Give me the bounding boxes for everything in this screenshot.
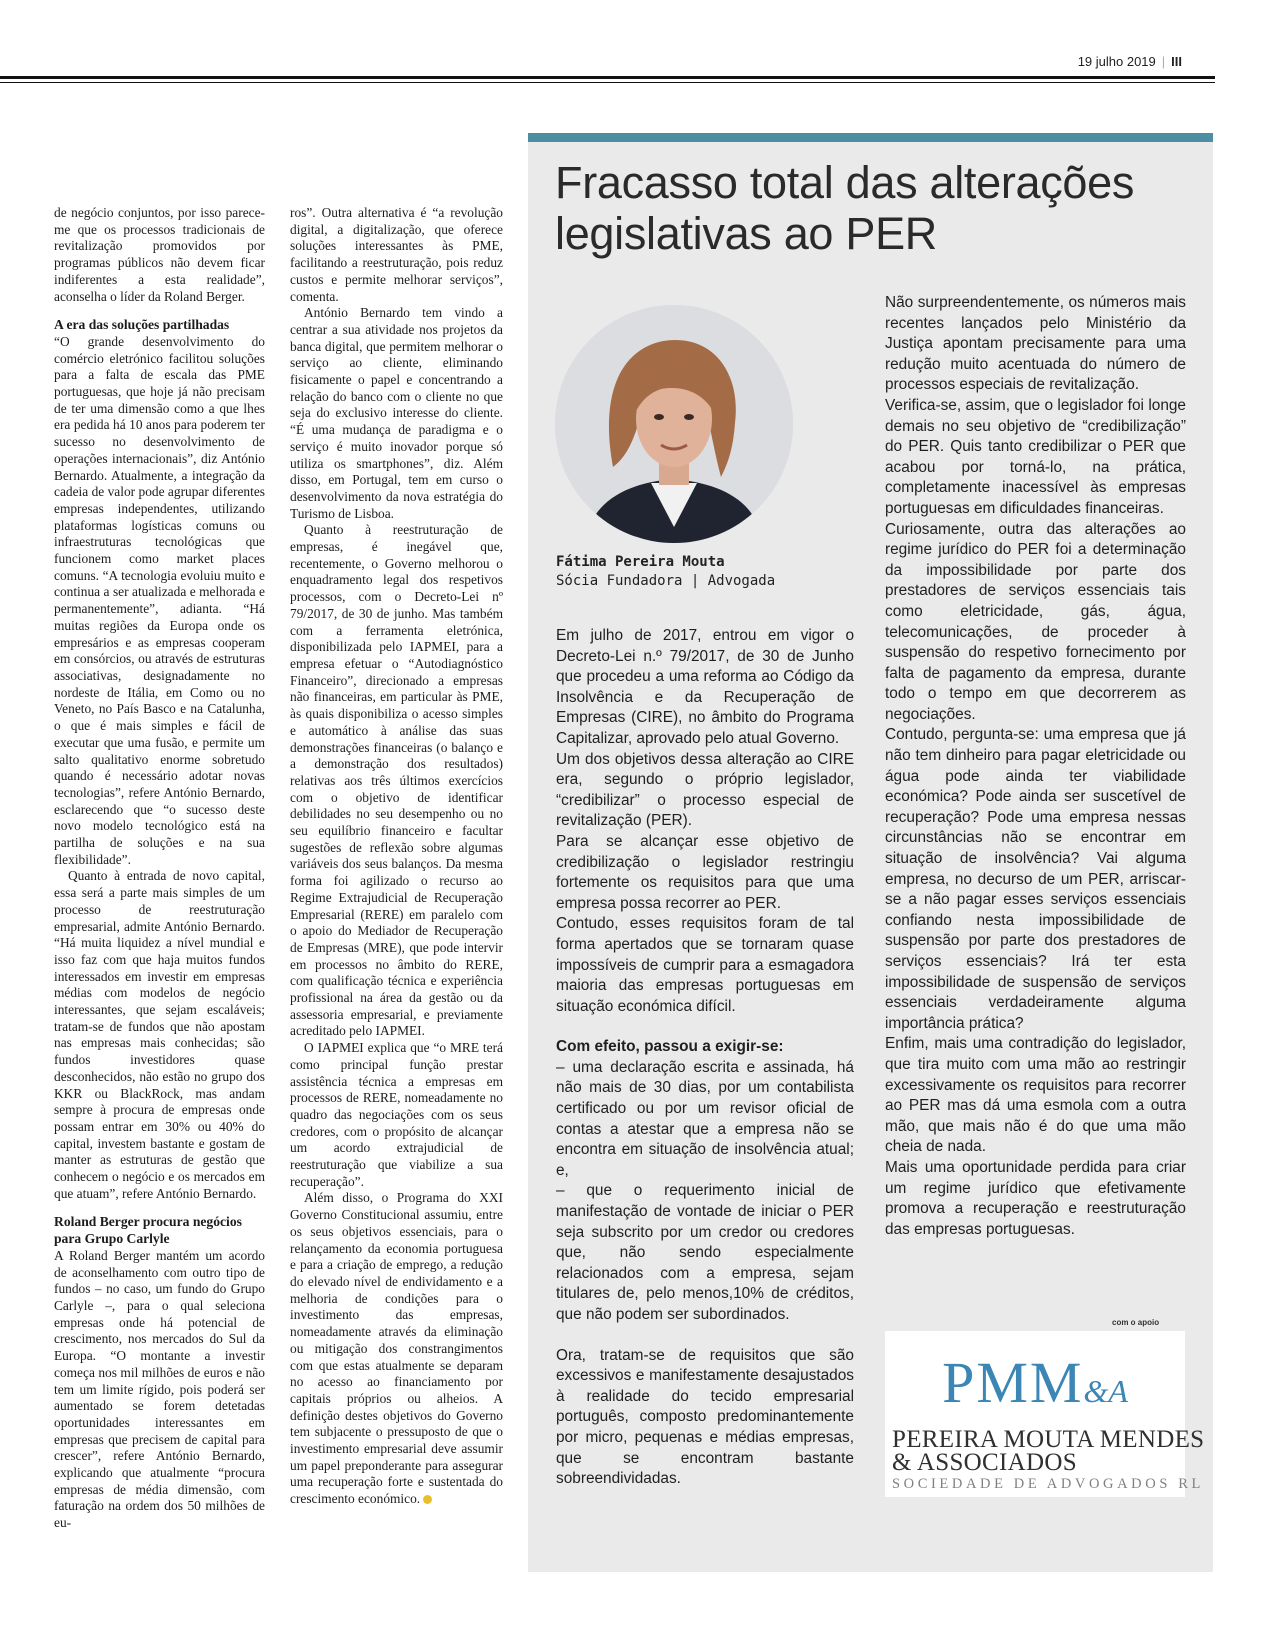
logo-firm-name-line2: & ASSOCIADOS (892, 1449, 1077, 1476)
paragraph: A Roland Berger mantém um acordo de aconselhamento com outro tipo de fundos – no caso, um fundo do Grupo Carlyle –, para o qual seleciona empresas onde há potencial de crescimento, nos mercados do Sul da Europa. “O montante a investir começa nos mil milhões de euros e não tem um limite rígido, pois poderá ser aumentado se forem detetadas oportunidades interessantes em empresas que precisem de capital para crescer”, refere António Bernardo, explicando que atualmente “procura empresas de média dimensão, com faturação na ordem dos 50 milhões de eu- (54, 1247, 265, 1531)
paragraph: Para se alcançar esse objetivo de credibilização o legislador restringiu fortemente os requisitos para que uma empresa possa recorrer ao PER. (556, 832, 854, 912)
paragraph: O IAPMEI explica que “o MRE terá como principal função prestar assistência técnica a empresas em processos de RERE, nomeadamente no quadro das negociações com os seus credores, com o propósito de alcançar um acordo extrajudicial de reestruturação que viabilize a sua recuperação”. (290, 1040, 503, 1189)
paragraph: Ora, tratam-se de requisitos que são excessivos e manifestamente desajustados à realidade do tecido empresarial português, composto predominantemente por micro, pequenas e médias empresas, que se encontram bastante sobreendividadas. (556, 1346, 854, 1488)
header-separator: | (1161, 54, 1166, 69)
subheading: Com efeito, passou a exigir-se: (556, 1038, 784, 1056)
article-column-1 (54, 205, 265, 1532)
paragraph: Quanto à reestruturação de empresas, é inegável que, recentemente, o Governo melhorou o enquadramento legal dos respetivos processos, com o Decreto-Lei nº 79/2017, de 30 de junho. Mas também com a ferramenta eletrónica, disponibilizada pelo IAPMEI, para a empresa efetuar o “Autodiagnóstico Financeiro”, direcionado a empresas não financeiras, em particular às PME, às quais disponibiliza o acesso simples e automático à análise das suas demonstrações financeiras (o balanço e a demonstração dos resultados) relativas aos três últimos exercícios com o objetivo de identificar debilidades no seu desempenho ou no seu equilíbrio financeiro e facultar sugestões de reflexão sobre algumas variáveis dos seus balanços. Da mesma forma foi agilizado o recurso ao Regime Extrajudicial de Recuperação Empresarial (RERE) em paralelo com o apoio do Mediador de Recuperação de Empresas (MRE), que pode intervir em processos no âmbito do RERE, com qualificação técnica e experiência profissional na área da gestão ou da assessoria empresarial, e previamente acreditado pelo IAPMEI. (290, 522, 503, 1039)
article-column-2 (290, 205, 503, 1508)
author-name: Fátima Pereira Mouta (556, 554, 725, 570)
paragraph: “O grande desenvolvimento do comércio eletrónico facilitou soluções para a falta de escala das PME portuguesas, que hoje já não precisam de ter uma dimensão como a que lhes era pedida há 10 anos para poderem ter sucesso no desenvolvimento de operações internacionais”, diz António Bernardo. Atualmente, a integração da cadeia de valor pode agrupar diferentes empresas independentes, utilizando plataformas logísticas comuns ou infraestruturas tecnológicas que funcionem como market places comuns. “A tecnologia evoluiu muito e continua a ser atualizada e melhorada e permanentemente”, adianta. “Há muitas regiões da Europa onde os empresários e as empresas cooperam em consórcios, ou através de estruturas associativas, designadamente no nordeste de Itália, em Como ou no Veneto, no País Basco e na Catalunha, o que é mais simples e fácil de executar que uma fusão, e permite um salto qualitativo enorme sobretudo quando é necessário adotar novas tecnologias”, refere António Bernardo, esclarecendo que “o sucesso deste novo modelo tecnológico está na partilha de soluções e na sua flexibilidade”. (54, 333, 265, 867)
paragraph: de negócio conjuntos, por isso parece-me que os processos tradicionais de revitalização promovidos por programas públicos não devem ficar indiferentes a esta realidade”, aconselha o líder da Roland Berger. (54, 205, 265, 304)
logo-mark: PMM&A (942, 1350, 1128, 1415)
opinion-column-right (885, 293, 1186, 1240)
sponsor-label: com o apoio (1112, 1318, 1160, 1327)
header-rule-thin (0, 82, 1215, 83)
page-number: III (1171, 54, 1182, 69)
sponsor-logo (885, 1331, 1205, 1497)
paragraph: Contudo, esses requisitos foram de tal forma apertados que se tornaram quase impossíveis de cumprir para a esmagadora maioria das empresas portuguesas em situação económica difícil. (556, 915, 854, 1015)
paragraph: – uma declaração escrita e assinada, há não mais de 30 dias, por um contabilista certificado ou por um revisor oficial de contas a atestar que a empresa não se encontra em situação de insolvência atual; e, (556, 1058, 854, 1179)
author-role: Sócia Fundadora | Advogada (556, 573, 776, 589)
paragraph: Curiosamente, outra das alterações ao regime jurídico do PER foi a determinação da impossibilidade por parte dos prestadores de serviços essenciais tais como eletricidade, gás, água, telecomunicações, de proceder à suspensão do respetivo fornecimento por falta de pagamento da empresa, durante todo o tempo em que decorrerem as negociações. (885, 520, 1186, 723)
logo-firm-descriptor: SOCIEDADE DE ADVOGADOS RL (892, 1476, 1204, 1492)
paragraph: Mais uma oportunidade perdida para criar um regime jurídico que efetivamente promova a recuperação e reestruturação das empresas portuguesas. (885, 1158, 1186, 1238)
paragraph: António Bernardo tem vindo a centrar a sua atividade nos projetos da banca digital, que permitem melhorar o serviço ao cliente, eliminando fisicamente o papel e concentrando a relação do banco com o cliente no que seja do exclusivo interesse do cliente. “É uma mudança de paradigma e o serviço é muito inovador porque só utiliza os smartphones”, diz. Além disso, em Portugal, tem em curso o desenvolvimento da nova estratégia do Turismo de Lisboa. (290, 305, 503, 521)
author-photo (555, 305, 793, 543)
paragraph: ros”. Outra alternativa é “a revolução digital, a digitalização, que oferece soluções interessantes às PME, facilitando a reestruturação, pois reduz custos e permite melhorar serviços”, comenta. (290, 205, 503, 304)
paragraph-last (290, 1190, 503, 1507)
page-header (0, 52, 1215, 84)
logo-firm-name-line1: PEREIRA MOUTA MENDES (892, 1426, 1205, 1453)
portrait-illustration (555, 305, 793, 543)
opinion-panel (528, 133, 1213, 1572)
paragraph: Enfim, mais uma contradição do legislador, que tira muito com uma mão ao restringir excessivamente os requisitos para recorrer ao PER mas dá uma esmola com a outra mão, que mais não é do que uma mão cheia de nada. (885, 1035, 1186, 1156)
paragraph: – que o requerimento inicial de manifestação de vontade de iniciar o PER seja subscrito por um credor ou credores que, não sendo especialmente relacionados com a empresa, sejam titulares de, pelo menos,10% de créditos, que não podem ser subordinados. (556, 1182, 854, 1323)
subheading: Roland Berger procura negócios para Grupo Carlyle (54, 1214, 242, 1247)
paragraph: Contudo, pergunta-se: uma empresa que já não tem dinheiro para pagar eletricidade ou água pode ainda ter viabilidade económica? Pode ainda ser suscetível de recuperação? Pode uma empresa nessas circunstâncias não se encontrar em situação de insolvência? Vai alguma empresa, no decurso de um PER, arriscar-se a não pagar esses serviços essenciais confiando nesta impossibilidade de suspensão por parte dos prestadores de serviços essenciais? Irá ter esta impossibilidade de suspensão de serviços essenciais verdadeiramente alguma importância prática? (885, 726, 1186, 1032)
opinion-title: Fracasso total das alterações legislativas ao PER (555, 157, 1135, 259)
author-byline (556, 553, 775, 591)
subheading: A era das soluções partilhadas (54, 317, 230, 333)
paragraph: Um dos objetivos dessa alteração ao CIRE era, segundo o próprio legislador, “credibilizar” o processo especial de revitalização (PER). (556, 750, 854, 830)
end-of-article-dot (423, 1495, 432, 1504)
paragraph: Em julho de 2017, entrou em vigor o Decreto-Lei n.º 79/2017, de 30 de Junho que procedeu a uma reforma ao Código da Insolvência e da Recuperação de Empresas (CIRE), no âmbito do Programa Capitalizar, aprovado pelo atual Governo. (556, 627, 854, 747)
paragraph-text: Além disso, o Programa do XXI Governo Constitucional assumiu, entre os seus objetivos essenciais, para o relançamento da economia portuguesa e para a criação de emprego, a redução do elevado nível de endividamento e a melhoria de condições para o investimento das empresas, nomeadamente através da eliminação ou mitigação dos constrangimentos com que estas atualmente se deparam no acesso ao financiamento por capitais próprios ou alheios. A definição destes objetivos do Governo tem subjacente o pressuposto de que o investimento empresarial deve assumir um papel preponderante para assegurar uma recuperação forte e sustentada do crescimento económico. (290, 1190, 503, 1507)
paragraph: Quanto à entrada de novo capital, essa será a parte mais simples de um processo de reestruturação empresarial, admite António Bernardo. “Há muita liquidez a nível mundial e isso faz com que haja muitos fundos interessados em investir em empresas médias com modelos de negócio interessantes, que sejam escaláveis; tratam-se de fundos que não apostam nas empresas mais conhecidas; são fundos investidores quase desconhecidos, não estão no grupo dos KKR ou BlackRock, mas andam sempre à procura de empresas onde possam entrar em 30% ou 40% do capital, investem bastante e gostam de manter as estruturas de gestão que conhecem o negócio e os mercados em que atuam”, refere António Bernardo. (54, 868, 265, 1201)
paragraph: Não surpreendentemente, os números mais recentes lançados pelo Ministério da Justiça apontam precisamente para uma redução muito acentuada do número de processos especiais de revitalização. (885, 294, 1186, 394)
paragraph: Verifica-se, assim, que o legislador foi longe demais no seu objetivo de “credibilização” do PER. Quis tanto credibilizar o PER que acabou por torná-lo, na prática, completamente inacessível às empresas portuguesas em dificuldades financeiras. (885, 396, 1186, 517)
panel-accent-bar (528, 133, 1213, 142)
opinion-column-left (556, 626, 854, 1490)
issue-date: 19 julho 2019 | III (1077, 54, 1182, 69)
header-rule (0, 76, 1215, 79)
